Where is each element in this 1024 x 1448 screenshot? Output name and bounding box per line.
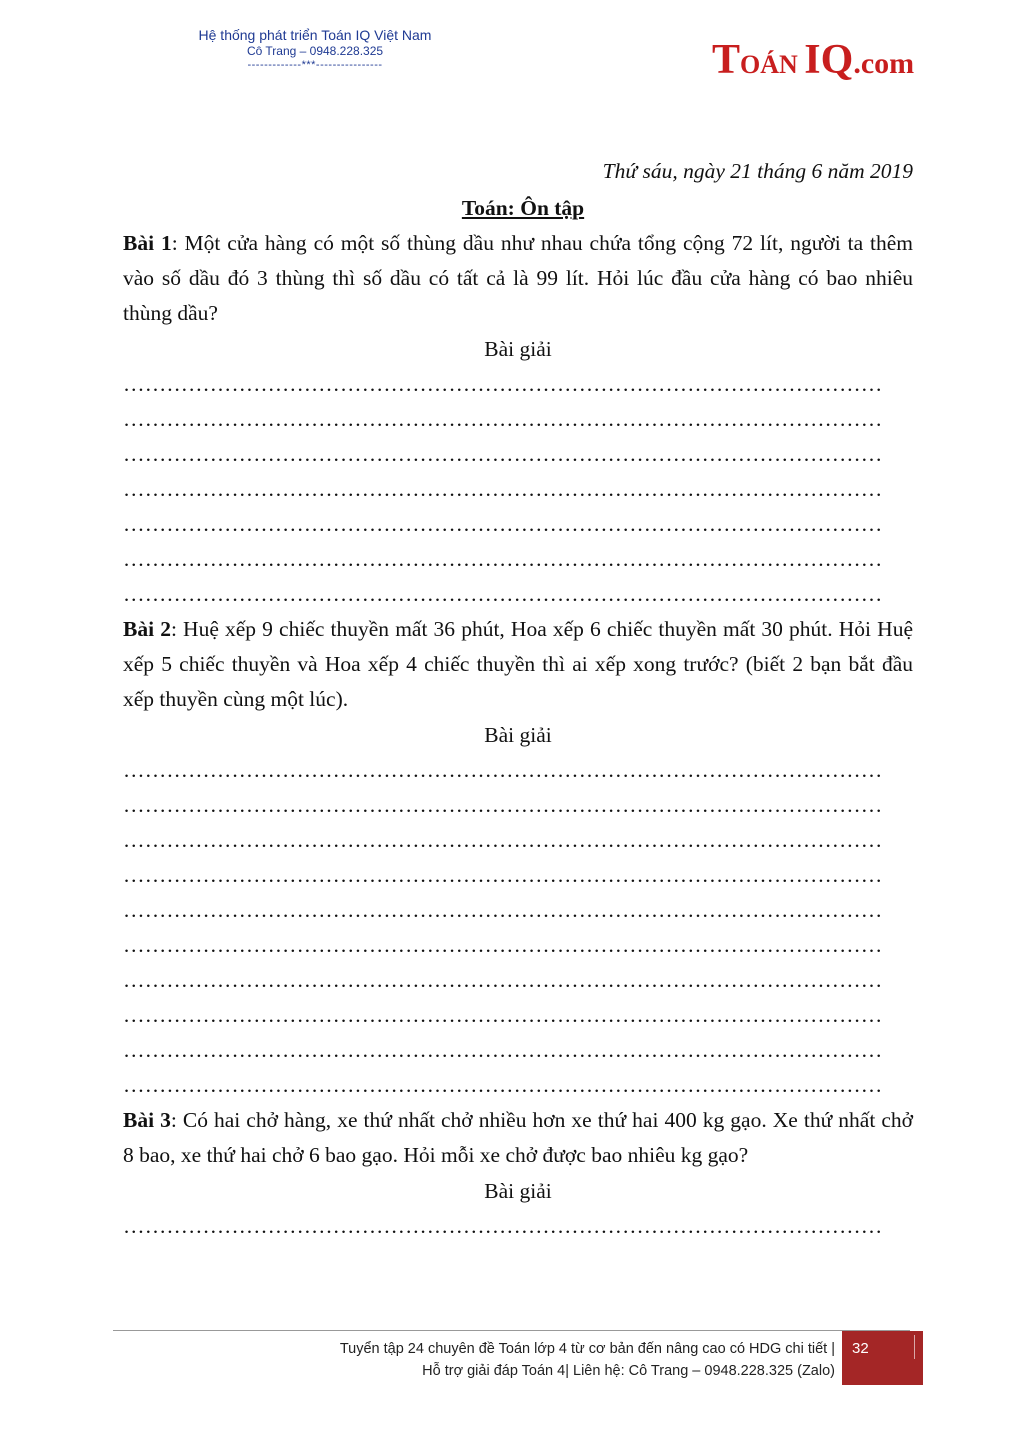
answer-line[interactable]: …………………………………………………………………………………………… (123, 442, 883, 466)
page-number-box (842, 1331, 923, 1385)
problem-text: : Có hai chở hàng, xe thứ nhất chở nhiều hơn xe thứ hai 400 kg gạo. Xe thứ nhất chở 8 bao, xe thứ hai chở 6 bao gạo. Hỏi mỗi xe chở được bao nhiêu kg gạo? (123, 1108, 913, 1167)
answer-line[interactable]: …………………………………………………………………………………………… (123, 407, 883, 431)
answer-line[interactable]: …………………………………………………………………………………………… (123, 863, 883, 887)
answer-line[interactable]: …………………………………………………………………………………………… (123, 758, 883, 782)
worksheet-date: Thứ sáu, ngày 21 tháng 6 năm 2019 (602, 159, 913, 183)
problem-2 (123, 612, 913, 717)
answer-line[interactable]: …………………………………………………………………………………………… (123, 547, 883, 571)
toaniq-logo: TOÁN IQ.com (712, 37, 915, 83)
answer-line[interactable]: …………………………………………………………………………………………… (123, 898, 883, 922)
problem-1 (123, 226, 913, 331)
footer-line-2: Hỗ trợ giải đáp Toán 4| Liên hệ: Cô Trang – 0948.228.325 (Zalo) (422, 1363, 835, 1379)
answer-line[interactable]: …………………………………………………………………………………………… (123, 1214, 883, 1238)
answer-line[interactable]: …………………………………………………………………………………………… (123, 1003, 883, 1027)
answer-line[interactable]: …………………………………………………………………………………………… (123, 1038, 883, 1062)
solution-heading: Bài giải (484, 1179, 552, 1203)
header-info (150, 27, 480, 72)
header-contact: Cô Trang – 0948.228.325 (246, 44, 384, 58)
page-box-mark (914, 1335, 915, 1359)
problem-text: : Một cửa hàng có một số thùng dầu như nhau chứa tổng cộng 72 lít, người ta thêm vào số dầu đó 3 thùng thì số dầu có tất cả là 99 lít. Hỏi lúc đầu cửa hàng có bao nhiêu thùng dầu? (123, 231, 913, 325)
page-number: 32 (852, 1340, 869, 1357)
problem-text: : Huệ xếp 9 chiếc thuyền mất 36 phút, Hoa xếp 6 chiếc thuyền mất 30 phút. Hỏi Huệ xếp 5 chiếc thuyền và Hoa xếp 4 chiếc thuyền thì ai xếp xong trước? (biết 2 bạn bắt đầu xếp thuyền cùng một lúc). (123, 617, 913, 711)
header-org-name: Hệ thống phát triển Toán IQ Việt Nam (198, 27, 432, 43)
answer-lines-1 (123, 367, 913, 612)
worksheet-title: Toán: Ôn tập (461, 196, 585, 220)
footer-line-1: Tuyển tập 24 chuyên đề Toán lớp 4 từ cơ bản đến nâng cao có HDG chi tiết | (339, 1341, 835, 1357)
problem-3 (123, 1103, 913, 1173)
answer-line[interactable]: …………………………………………………………………………………………… (123, 933, 883, 957)
answer-line[interactable]: …………………………………………………………………………………………… (123, 372, 883, 396)
answer-lines-3 (123, 1209, 913, 1244)
solution-heading: Bài giải (484, 723, 552, 747)
answer-line[interactable]: …………………………………………………………………………………………… (123, 968, 883, 992)
footer (250, 1338, 835, 1382)
answer-line[interactable]: …………………………………………………………………………………………… (123, 477, 883, 501)
worksheet-body (123, 152, 913, 1244)
answer-lines-2 (123, 753, 913, 1103)
header-separator: -------------***---------------- (247, 59, 383, 71)
problem-label: Bài 1 (123, 231, 172, 255)
answer-line[interactable]: …………………………………………………………………………………………… (123, 828, 883, 852)
answer-line[interactable]: …………………………………………………………………………………………… (123, 793, 883, 817)
problem-label: Bài 3 (123, 1108, 171, 1132)
answer-line[interactable]: …………………………………………………………………………………………… (123, 512, 883, 536)
problem-label: Bài 2 (123, 617, 171, 641)
footer-divider (113, 1330, 910, 1331)
answer-line[interactable]: …………………………………………………………………………………………… (123, 1073, 883, 1097)
answer-line[interactable]: …………………………………………………………………………………………… (123, 582, 883, 606)
solution-heading: Bài giải (484, 337, 552, 361)
